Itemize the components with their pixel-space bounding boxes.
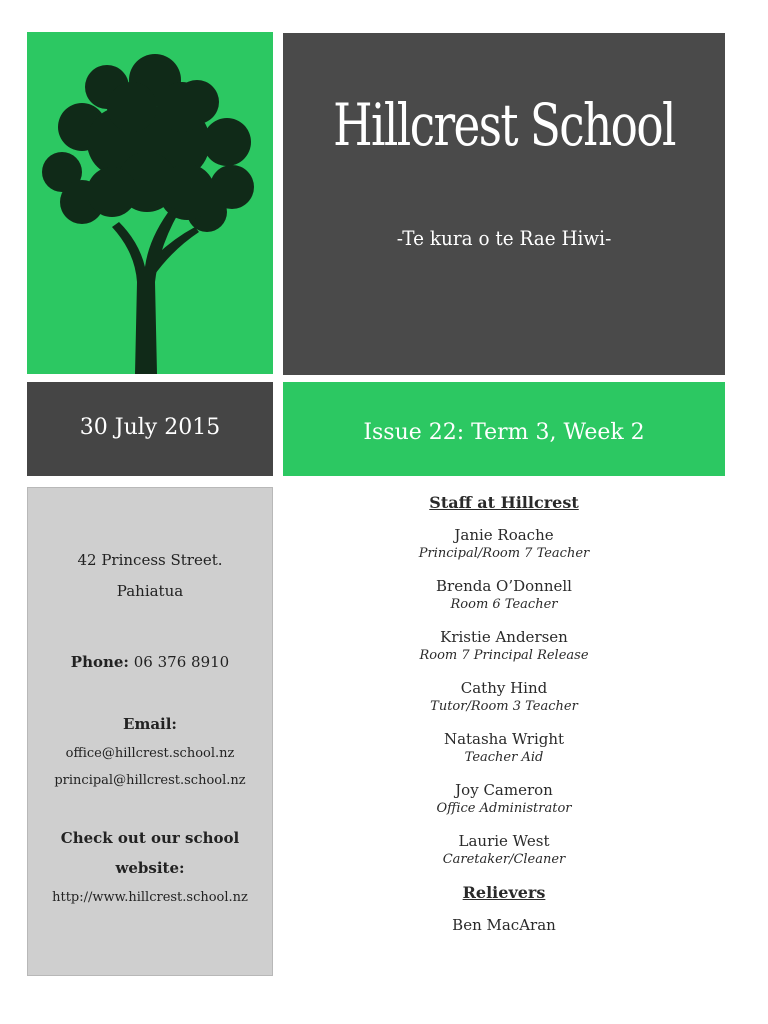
tree-logo-icon [27,32,273,374]
website-label-line2: website: [115,859,185,877]
staff-role: Principal/Room 7 Teacher [418,546,590,561]
staff-name: Laurie West [458,832,550,850]
phone-line [28,653,272,671]
staff-name: Joy Cameron [455,781,553,799]
staff-member [283,526,725,562]
website-link[interactable]: http://www.hillcrest.school.nz [52,890,248,905]
staff-role: Room 6 Teacher [450,597,558,612]
issue-number: Issue 22: Term 3, Week 2 [363,420,645,445]
staff-member [283,730,725,766]
school-name: Hillcrest School [333,91,675,159]
address-line-2: Pahiatua [116,582,184,600]
staff-name: Brenda O’Donnell [436,577,572,595]
staff-role: Teacher Aid [464,750,544,765]
staff-member [283,832,725,868]
reliever-name: Ben MacAran [452,916,556,934]
staff-member [283,679,725,715]
staff-heading: Staff at Hillcrest [429,493,579,512]
staff-member [283,781,725,817]
staff-role: Office Administrator [436,801,572,816]
staff-section [283,487,725,934]
email-office-link[interactable]: office@hillcrest.school.nz [65,746,235,761]
email-label: Email: [123,715,177,733]
website-label-line1: Check out our school [60,829,240,847]
staff-name: Cathy Hind [460,679,548,697]
staff-name: Kristie Andersen [440,628,568,646]
issue-date: 30 July 2015 [79,415,221,440]
relievers-heading: Relievers [462,883,546,902]
staff-role: Room 7 Principal Release [419,648,589,663]
contact-panel [27,487,273,976]
phone-number: 06 376 8910 [133,653,230,671]
date-panel [27,382,273,476]
staff-name: Janie Roache [454,526,554,544]
school-motto: -Te kura o te Rae Hiwi- [396,226,612,250]
masthead [283,33,725,375]
issue-panel [283,382,725,476]
staff-role: Tutor/Room 3 Teacher [430,699,578,714]
phone-label: Phone: [70,653,129,671]
staff-role: Caretaker/Cleaner [442,852,566,867]
email-principal-link[interactable]: principal@hillcrest.school.nz [54,773,246,788]
logo-panel [27,32,273,374]
staff-member [283,577,725,613]
address-line-1: 42 Princess Street. [77,551,223,569]
staff-member [283,628,725,664]
staff-name: Natasha Wright [443,730,565,748]
